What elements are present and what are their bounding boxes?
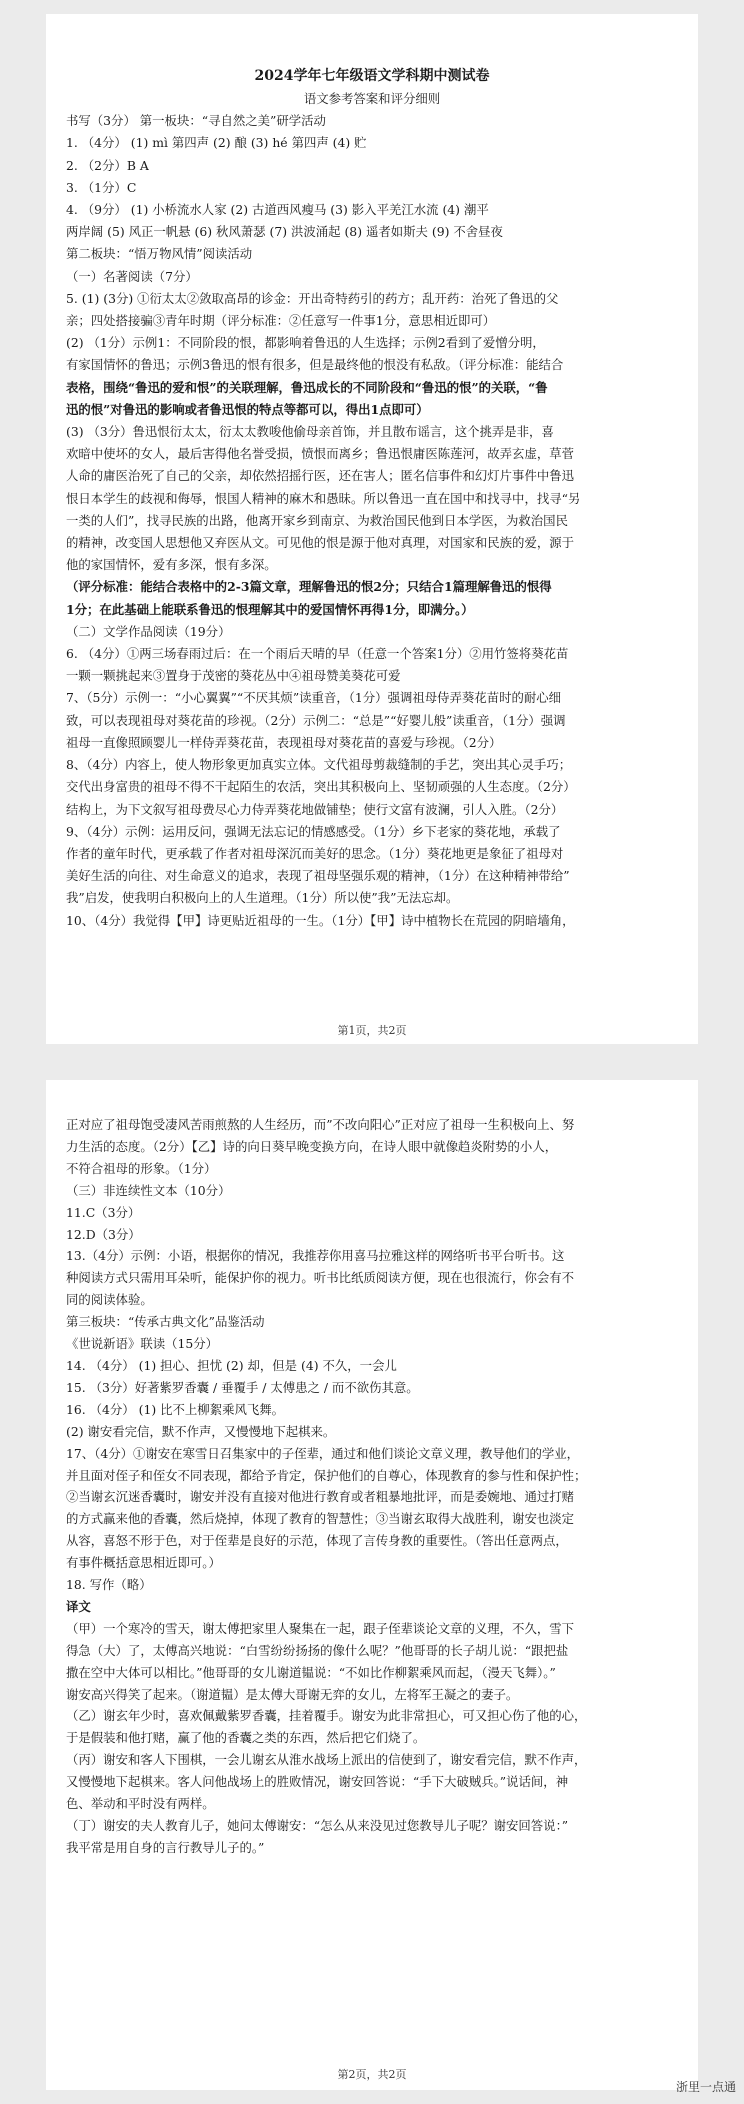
source-watermark: 浙里一点通 bbox=[675, 2080, 736, 2094]
text-line: 种阅读方式只需用耳朵听，能保护你的视力。听书比纸质阅读方便，现在也很流行，你会有不 bbox=[66, 1270, 575, 1286]
text-line: 15. （3分）好著紫罗香囊 / 垂覆手 / 太傅患之 / 而不欲伤其意。 bbox=[66, 1379, 419, 1395]
text-line: （丁）谢安的夫人教育儿子，她问太傅谢安：“怎么从来没见过您教导儿子呢？谢安回答说：” bbox=[66, 1818, 569, 1833]
text-line: 正对应了祖母饱受凄风苦雨煎熬的人生经历，而”不改向阳心”正对应了祖母一生积极向上、努 bbox=[66, 1117, 575, 1132]
text-line: 8、（4分）内容上，使人物形象更加真实立体。文代祖母剪裁缝制的手艺，突出其心灵手巧； bbox=[66, 757, 572, 773]
text-line: 16. （4分） (1) 比不上柳絮乘风飞舞。 bbox=[66, 1401, 285, 1417]
text-line: 结构上，为下文叙写祖母费尽心力侍弄葵花地做铺垫；使行文富有波澜，引人入胜。（2分） bbox=[66, 801, 564, 817]
text-line: 14. （4分） (1) 担心、担忧 (2) 却，但是 (4) 不久，一会儿 bbox=[66, 1357, 397, 1373]
text-line: 《世说新语》联读（15分） bbox=[66, 1336, 219, 1352]
text-line: 并且面对侄子和侄女不同表现，都给予肯定，保护他们的自尊心，体现教育的参与性和保护性； bbox=[66, 1467, 587, 1483]
text-line: 亲；四处搭接骗③青年时期（评分标准：②任意写一件事1分，意思相近即可） bbox=[66, 313, 496, 329]
text-line: 他的家国情怀，爱有多深，恨有多深。 bbox=[66, 557, 277, 573]
text-line: 2. （2分）B A bbox=[66, 157, 149, 173]
text-line: 从容，喜怒不形于色，对于侄辈是良好的示范，体现了言传身教的重要性。（答出任意两点， bbox=[66, 1533, 568, 1549]
text-line: 祖母一直像照顾婴儿一样侍弄葵花苗，表现祖母对葵花苗的喜爱与珍视。（2分） bbox=[66, 734, 502, 750]
text-line: （乙）谢玄年少时，喜欢佩戴紫罗香囊，挂着覆手。谢安为此非常担心，可又担心伤了他的心， bbox=[66, 1708, 587, 1724]
text-line: 恨日本学生的歧视和侮辱，恨国人精神的麻木和愚昧。所以鲁迅一直在国中和找寻中，找寻“另 bbox=[66, 490, 581, 506]
text-line: (2) （1分）示例1：不同阶段的恨，都影响着鲁迅的人生选择；示例2看到了爱憎分明， bbox=[66, 335, 545, 351]
text-line: 迅的恨”对鲁迅的影响或者鲁迅恨的特点等都可以，得出1点即可） bbox=[66, 401, 429, 417]
text-line: （一）名著阅读（7分） bbox=[66, 268, 198, 284]
page-1-content bbox=[66, 110, 678, 932]
text-line: 17、（4分）①谢安在寒雪日召集家中的子侄辈，通过和他们谈论文章义理，教导他们的学业， bbox=[66, 1445, 580, 1461]
text-line: 9、（4分）示例：运用反问，强调无法忘记的情感感受。（1分）乡下老家的葵花地，承载了 bbox=[66, 823, 561, 839]
text-line: 谢安高兴得笑了起来。（谢道韫）是太傅大哥谢无弈的女儿，左将军王凝之的妻子。 bbox=[66, 1686, 519, 1702]
text-line: 美好生活的向往、对生命意义的追求，表现了祖母坚强乐观的精神，（1分）在这种精神带给” bbox=[66, 868, 570, 884]
text-line: 撒在空中大体可以相比。”他哥哥的女儿谢道韫说：“不如比作柳絮乘风而起，（漫天飞舞）。” bbox=[66, 1664, 556, 1680]
text-line: （评分标准：能结合表格中的2-3篇文章，理解鲁迅的恨2分；只结合1篇理解鲁迅的恨得 bbox=[66, 579, 552, 595]
text-line: （丙）谢安和客人下围棋，一会儿谢玄从淮水战场上派出的信使到了，谢安看完信，默不作声， bbox=[66, 1752, 587, 1768]
text-line: （甲）一个寒冷的雪天，谢太傅把家里人聚集在一起，跟子侄辈谈论文章的义理，不久，雪下 bbox=[66, 1620, 575, 1636]
text-line: 18. 写作（略） bbox=[66, 1577, 152, 1593]
text-line: 一颗一颗挑起来③置身于茂密的葵花丛中④祖母赞美葵花可爱 bbox=[66, 668, 401, 684]
text-line: 于是假装和他打赌，赢了他的香囊之类的东西，然后把它们烧了。 bbox=[66, 1730, 426, 1746]
text-line: 第二板块：“悟万物风情”阅读活动 bbox=[66, 246, 253, 262]
text-line: 交代出身富贵的祖母不得不干起陌生的农活，突出其积极向上、坚韧顽强的人生态度。（2分） bbox=[66, 779, 576, 795]
page-1-footer: 第1页，共2页 bbox=[337, 1024, 407, 1037]
text-line: 第三板块：“传承古典文化”品鉴活动 bbox=[66, 1314, 265, 1330]
text-line: 我平常是用自身的言行教导儿子的。” bbox=[66, 1839, 265, 1855]
text-line: 7、（5分）示例一：“小心翼翼”“不厌其烦”读重音，（1分）强调祖母侍弄葵花苗时的耐心细 bbox=[66, 690, 562, 706]
text-line: 的方式赢来他的香囊，然后烧掉，体现了教育的智慧性；③当谢玄取得大战胜利，谢安也淡定 bbox=[66, 1511, 575, 1527]
text-line: 13.（4分）示例：小语，根据你的情况，我推荐你用喜马拉雅这样的网络听书平台听书。这 bbox=[66, 1248, 565, 1264]
exam-title: 2024学年七年级语文学科期中测试卷 bbox=[254, 68, 490, 84]
page-2-footer: 第2页，共2页 bbox=[337, 2068, 407, 2081]
text-line: 1. （4分） (1) mì 第四声 (2) 酿 (3) hé 第四声 (4) 贮 bbox=[66, 135, 367, 151]
text-line: 表格，围绕“鲁迅的爱和恨”的关联理解，鲁迅成长的不同阶段和“鲁迅的恨”的关联，“鲁 bbox=[66, 379, 548, 395]
text-line: 3. （1分）C bbox=[66, 179, 137, 195]
text-line: 译文 bbox=[66, 1598, 91, 1614]
answer-key-subtitle: 语文参考答案和评分细则 bbox=[303, 91, 441, 106]
text-line: 我”启发，使我明白积极向上的人生道理。（1分）所以使”我”无法忘却。 bbox=[66, 890, 459, 906]
text-line: 的精神，改变国人思想他又弃医从文。可见他的恨是源于他对真理，对国家和民族的爱，源于 bbox=[66, 535, 575, 551]
text-line: 10、（4分）我觉得【甲】诗更贴近祖母的一生。（1分）【甲】诗中植物长在荒园的阴暗墙角， bbox=[66, 912, 575, 928]
text-line: (3) （3分）鲁迅恨衍太太，衍太太教唆他偷母亲首饰，并且散布谣言，这个挑弄是非，喜 bbox=[66, 424, 554, 440]
text-line: 欢暗中使坏的女人，最后害得他名誉受损，愤恨而离乡；鲁迅恨庸医陈莲河，故弄玄虚，草菅 bbox=[66, 446, 575, 462]
text-line: 人命的庸医治死了自己的父亲，却依然招摇行医，还在害人；匿名信事件和幻灯片事件中鲁迅 bbox=[66, 468, 575, 484]
text-line: 1分；在此基础上能联系鲁迅的恨理解其中的爱国情怀再得1分，即满分。） bbox=[66, 601, 474, 617]
text-line: 色、举动和平时没有两样。 bbox=[66, 1796, 215, 1812]
page-2-content bbox=[66, 1114, 678, 1859]
text-line: 11.C（3分） bbox=[66, 1204, 141, 1220]
text-line: 有家国情怀的鲁迅；示例3鲁迅的恨有很多，但是最终他的恨没有私敌。（评分标准：能结合 bbox=[66, 357, 564, 373]
text-line: 5. (1) (3分) ①衍太太②敛取高昂的诊金：开出奇特药引的药方；乱开药：治死了鲁迅的父 bbox=[66, 290, 559, 306]
text-line: (2) 谢安看完信，默不作声，又慢慢地下起棋来。 bbox=[66, 1423, 336, 1439]
text-line: ②当谢玄沉迷香囊时，谢安并没有直接对他进行教育或者粗暴地批评，而是委婉地、通过打赌 bbox=[66, 1489, 575, 1505]
page-2 bbox=[46, 1080, 698, 2090]
text-line: （二）文学作品阅读（19分） bbox=[66, 623, 231, 639]
text-line: （三）非连续性文本（10分） bbox=[66, 1182, 231, 1198]
page-1 bbox=[46, 14, 698, 1044]
text-line: 6. （4分）①两三场春雨过后：在一个雨后天晴的早（任意一个答案1分）②用竹签将葵花苗 bbox=[66, 646, 569, 662]
text-line: 两岸阔 (5) 风正一帆悬 (6) 秋风萧瑟 (7) 洪波涌起 (8) 遥者如斯夫 (9) 不舍昼夜 bbox=[66, 224, 503, 240]
text-line: 4. （9分） (1) 小桥流水人家 (2) 古道西风瘦马 (3) 影入平羌江水流 (4) 潮平 bbox=[66, 202, 489, 218]
text-line: 书写（3分） 第一板块：“寻自然之美”研学活动 bbox=[66, 113, 326, 129]
text-line: 12.D（3分） bbox=[66, 1226, 141, 1242]
text-line: 力生活的态度。（2分）【乙】诗的向日葵早晚变换方向，在诗人眼中就像趋炎附势的小人， bbox=[66, 1138, 558, 1154]
text-line: 作者的童年时代，更承载了作者对祖母深沉而美好的思念。（1分）葵花地更是象征了祖母对 bbox=[66, 845, 564, 861]
text-line: 一类的人们”，找寻民族的出路，他离开家乡到南京、为救治国民他到日本学医，为救治国民 bbox=[66, 512, 568, 528]
text-line: 又慢慢地下起棋来。客人问他战场上的胜败情况，谢安回答说：“手下大破贼兵。”说话间，神 bbox=[66, 1774, 569, 1790]
text-line: 致，可以表现祖母对葵花苗的珍视。（2分）示例二：“总是”“好婴儿般”读重音，（1分）强调 bbox=[66, 712, 566, 728]
text-line: 不符合祖母的形象。（1分） bbox=[66, 1160, 217, 1176]
text-line: 同的阅读体验。 bbox=[66, 1292, 153, 1308]
text-line: 得急（大）了，太傅高兴地说：“白雪纷纷扬扬的像什么呢？”他哥哥的长子胡儿说：“跟把盐 bbox=[66, 1642, 569, 1658]
text-line: 有事件概括意思相近即可。） bbox=[66, 1555, 221, 1571]
